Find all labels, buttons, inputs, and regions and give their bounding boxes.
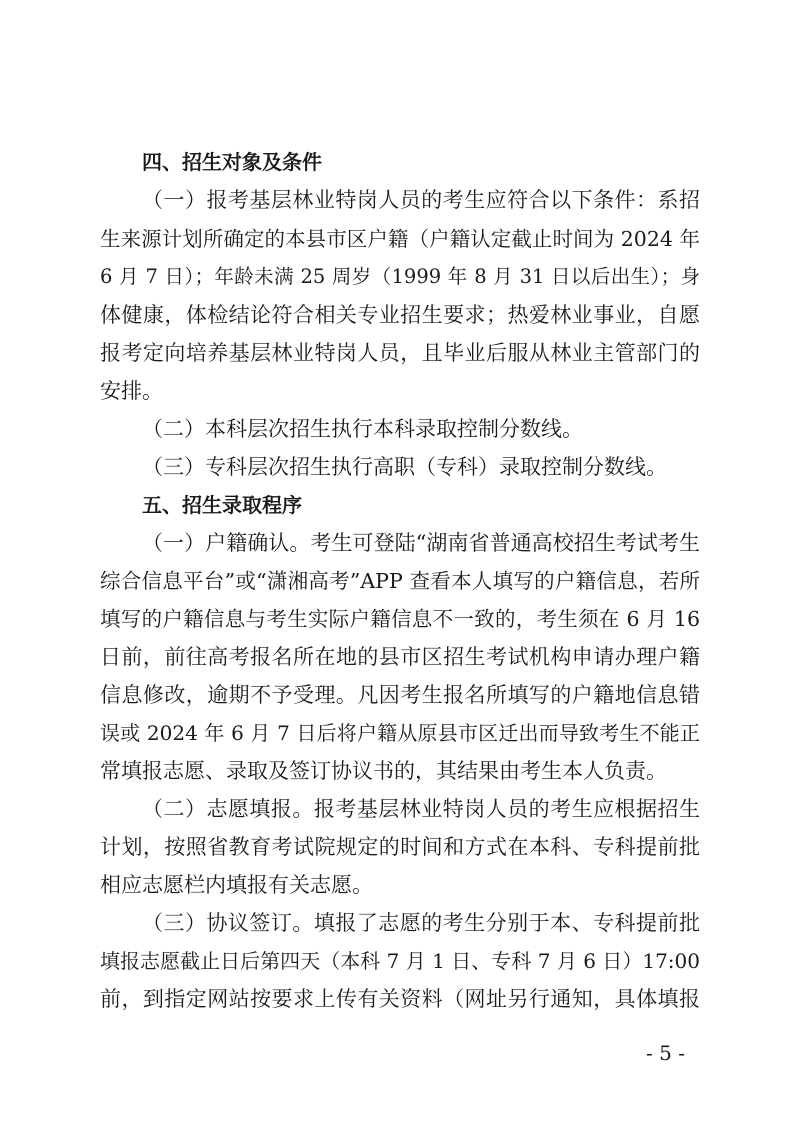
paragraph-line: 生来源计划所确定的本县市区户籍（户籍认定截止时间为 2024 年 [100, 227, 700, 251]
paragraph-label: （一）户籍确认 [142, 531, 290, 555]
paragraph-line: （二）本科层次招生执行本科录取控制分数线。 [142, 417, 583, 441]
paragraph-line: 安排。 [100, 379, 163, 403]
paragraph-line: 综合信息平台”或“潇湘高考”APP 查看本人填写的户籍信息，若所 [100, 569, 700, 593]
paragraph-line: （一）报考基层林业特岗人员的考生应符合以下条件：系招 [142, 188, 700, 212]
paragraph-text: 。考生可登陆“湖南省普通高校招生考试考生 [289, 531, 700, 555]
paragraph-line [142, 908, 700, 938]
paragraph-label: （三）协议签订 [142, 911, 293, 935]
paragraph-line: 体健康，体检结论符合相关专业招生要求；热爱林业事业，自愿 [100, 303, 700, 327]
paragraph-line: 计划，按照省教育考试院规定的时间和方式在本科、专科提前批 [100, 835, 700, 859]
paragraph-line: 信息修改，逾期不予受理。凡因考生报名所填写的户籍地信息错 [100, 683, 700, 707]
paragraph-label: （二）志愿填报 [142, 797, 293, 821]
paragraph-line: 6 月 7 日）；年龄未满 25 周岁（1999 年 8 月 31 日以后出生）；身 [100, 265, 700, 288]
paragraph-text: 。报考基层林业特岗人员的考生应根据招生 [292, 797, 700, 821]
paragraph-line: 误或 2024 年 6 月 7 日后将户籍从原县市区迁出而导致考生不能正 [100, 721, 700, 745]
section-heading-4: 四、招生对象及条件 [142, 150, 322, 174]
paragraph-text: 。填报了志愿的考生分别于本、专科提前批 [292, 911, 700, 935]
paragraph-line: 填报志愿截止日后第四天（本科 7 月 1 日、专科 7 月 6 日）17:00 [100, 949, 700, 973]
paragraph-line: 报考定向培养基层林业特岗人员，且毕业后服从林业主管部门的 [100, 341, 700, 365]
section-heading-5: 五、招生录取程序 [142, 493, 302, 517]
paragraph-line [142, 794, 700, 824]
paragraph-line: （三）专科层次招生执行高职（专科）录取控制分数线。 [142, 455, 667, 479]
page-number: - 5 - [646, 1041, 685, 1065]
paragraph-line [142, 528, 700, 558]
paragraph-line: 日前，前往高考报名所在地的县市区招生考试机构申请办理户籍 [100, 645, 700, 669]
paragraph-line: 相应志愿栏内填报有关志愿。 [100, 873, 373, 897]
paragraph-line: 前，到指定网站按要求上传有关资料（网址另行通知，具体填报 [100, 987, 700, 1011]
paragraph-line: 常填报志愿、录取及签订协议书的，其结果由考生本人负责。 [100, 759, 667, 783]
paragraph-line: 填写的户籍信息与考生实际户籍信息不一致的，考生须在 6 月 16 [100, 607, 700, 631]
